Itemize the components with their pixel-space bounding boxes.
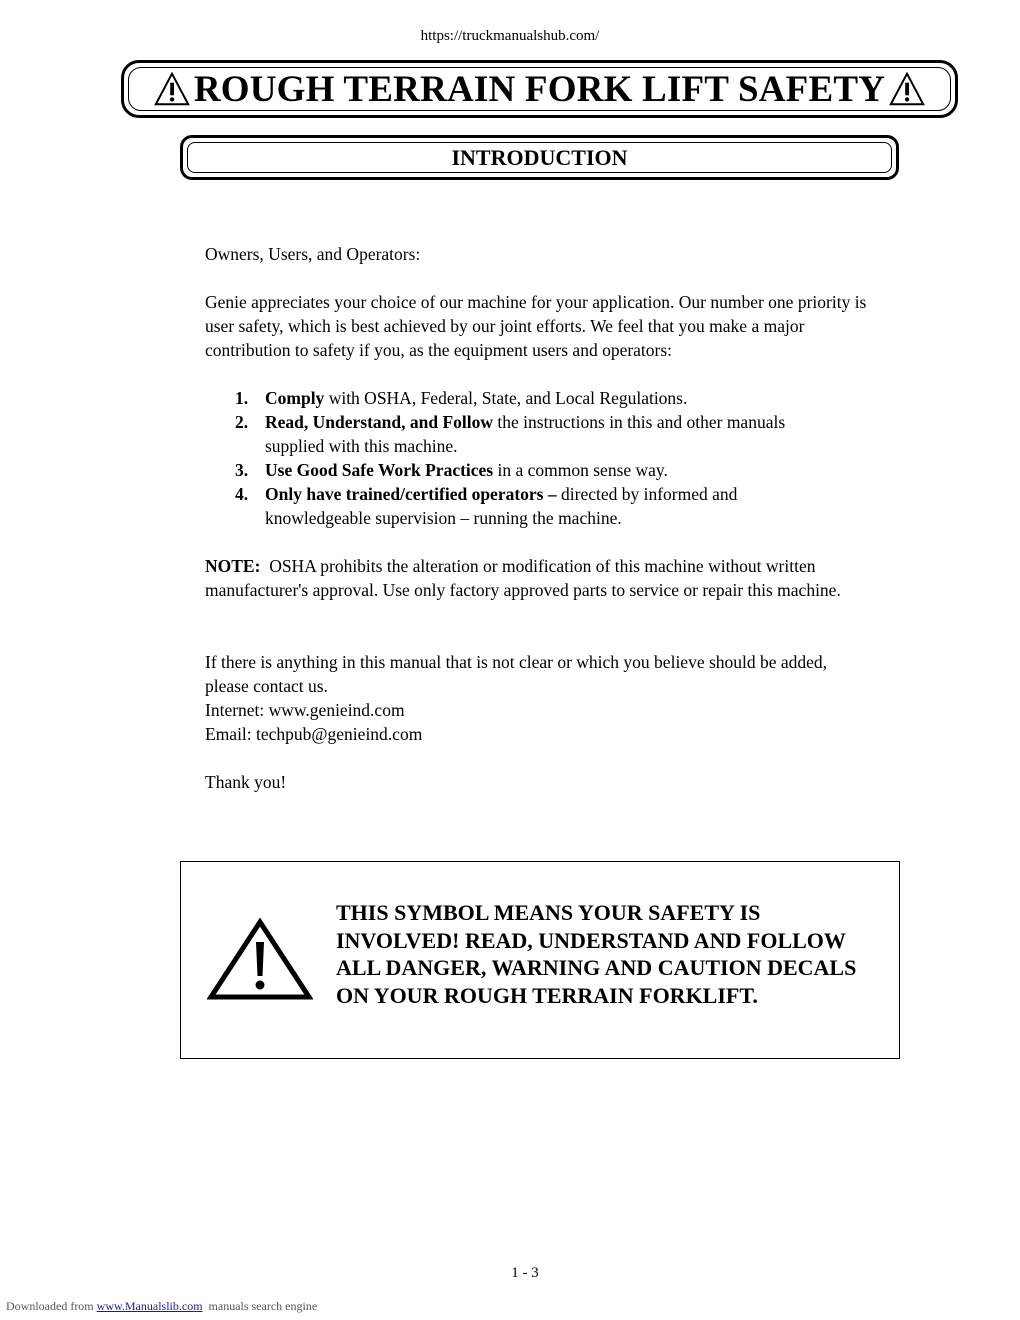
safety-notice-text: THIS SYMBOL MEANS YOUR SAFETY IS INVOLVED! READ, UNDERSTAND AND FOLLOW ALL DANGER, WARNING AND CAUTION DECALS ON YOUR ROUGH TERRAIN FORKLIFT. [336,900,857,1008]
list-item-bold: Read, Understand, and Follow [265,412,494,432]
footer-suffix: manuals search engine [202,1299,318,1313]
note-paragraph [205,554,855,602]
safety-notice-box [180,861,900,1059]
list-number: 2. [235,412,249,432]
note-label: NOTE: [205,556,261,576]
contact-internet: Internet: www.genieind.com [205,700,405,720]
list-number: 3. [235,460,249,480]
list-number: 4. [235,484,249,504]
note-text: OSHA prohibits the alteration or modification of this machine without written manufacturer's approval. Use only factory approved parts to service or repair this machine. [205,556,841,600]
section-heading-box [180,135,899,180]
download-footer [6,1299,317,1314]
title-banner [121,60,958,118]
list-item-bold: Only have trained/certified operators – [265,484,557,504]
warning-triangle-icon [889,71,925,107]
list-item [235,482,795,530]
salutation: Owners, Users, and Operators: [205,244,421,264]
list-item [235,458,855,482]
source-url: https://truckmanualshub.com/ [420,28,600,44]
list-item-text: directed by informed and knowledgeable supervision – running the machine. [265,484,738,528]
closing-text: Thank you! [205,772,287,792]
section-heading: INTRODUCTION [451,144,628,170]
contact-paragraph: If there is anything in this manual that is not clear or which you believe should be added, please contact us. [205,652,828,696]
list-item [235,386,855,410]
page-title: ROUGH TERRAIN FORK LIFT SAFETY [193,68,886,110]
list-number: 1. [235,388,249,408]
warning-triangle-icon [207,918,313,1002]
list-item-bold: Comply [265,388,325,408]
list-item-text: in a common sense way. [493,460,668,480]
list-item-bold: Use Good Safe Work Practices [265,460,494,480]
intro-paragraph: Genie appreciates your choice of our machine for your application. Our number one priority is user safety, which is best achieved by our joint efforts. We feel that you make a major contribution to safety if you, as the equipment users and operators: [205,292,867,360]
manualslib-link[interactable]: www.Manualslib.com [96,1299,203,1313]
page-number: 1 - 3 [511,1265,539,1281]
warning-triangle-icon [154,71,190,107]
list-item-text: the instructions in this and other manuals supplied with this machine. [265,412,786,456]
list-item [235,410,825,458]
footer-prefix: Downloaded from [6,1299,97,1313]
list-item-text: with OSHA, Federal, State, and Local Regulations. [324,388,688,408]
contact-email: Email: techpub@genieind.com [205,724,423,744]
